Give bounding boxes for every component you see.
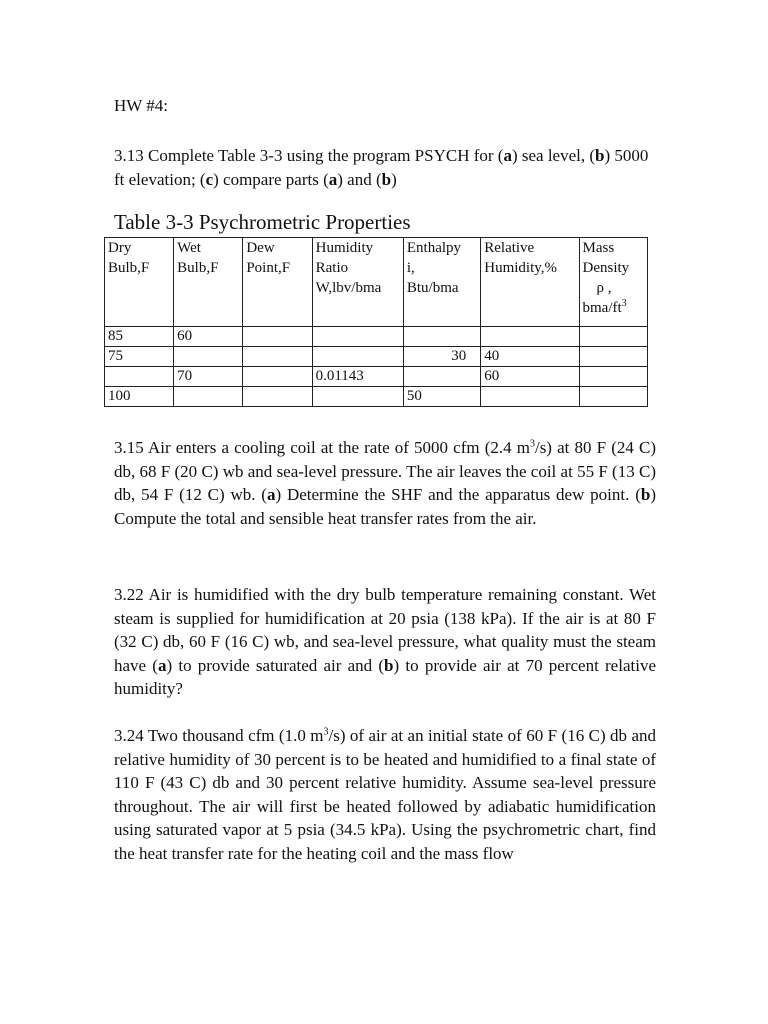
header-wet-bulb: Wet Bulb,F bbox=[174, 238, 243, 327]
table-header-row bbox=[105, 238, 648, 327]
problem-3-22: 3.22 Air is humidified with the dry bulb temperature remaining constant. Wet steam is supplied for humidification at 20 psia (138 kPa). If the air is at 80 F (32 C) db, 60 F (16 C) wb, and sea-level pressure, what quality must the steam have (a) to provide saturated air and (b) to provide air at 70 percent relative humidity? bbox=[114, 585, 656, 699]
table-row bbox=[105, 367, 648, 387]
header-mass-density: Mass Density ρ , bma/$ft^3$ bbox=[579, 238, 648, 327]
table-row bbox=[105, 347, 648, 367]
table-cell bbox=[481, 327, 579, 347]
table-cell bbox=[243, 387, 312, 407]
header-humidity-ratio: Humidity Ratio W,lbv/bma bbox=[312, 238, 403, 327]
table-cell: 0.01143 bbox=[312, 367, 403, 387]
header-dry-bulb: Dry Bulb,F bbox=[105, 238, 174, 327]
table-cell: 70 bbox=[174, 367, 243, 387]
table-cell bbox=[579, 347, 648, 367]
table-cell: 85 bbox=[105, 327, 174, 347]
table-cell: 75 bbox=[105, 347, 174, 367]
table-cell bbox=[579, 327, 648, 347]
table-cell bbox=[174, 347, 243, 367]
table-row bbox=[105, 327, 648, 347]
homework-heading: HW #4: bbox=[114, 96, 168, 115]
table-title: Table 3-3 Psychrometric Properties bbox=[114, 210, 411, 234]
table-cell bbox=[403, 327, 480, 347]
problem-3-13: 3.13 Complete Table 3-3 using the program PSYCH for (a) sea level, (b) 5000 ft elevation; (c) compare parts (a) and (b) bbox=[114, 146, 649, 189]
table-cell bbox=[243, 347, 312, 367]
table-row bbox=[105, 387, 648, 407]
table-cell: 40 bbox=[481, 347, 579, 367]
table-cell bbox=[312, 347, 403, 367]
table-cell: 30 bbox=[403, 347, 480, 367]
header-enthalpy: Enthalpy i, Btu/bma bbox=[403, 238, 480, 327]
table-cell: 60 bbox=[481, 367, 579, 387]
table-cell: 60 bbox=[174, 327, 243, 347]
psychrometric-table bbox=[104, 237, 648, 407]
table-cell bbox=[105, 367, 174, 387]
table-cell bbox=[579, 367, 648, 387]
header-relative-humidity: Relative Humidity,% bbox=[481, 238, 579, 327]
table-cell bbox=[312, 327, 403, 347]
table-cell bbox=[243, 367, 312, 387]
header-dew-point: Dew Point,F bbox=[243, 238, 312, 327]
table-cell bbox=[174, 387, 243, 407]
table-cell bbox=[579, 387, 648, 407]
table-cell: 100 bbox=[105, 387, 174, 407]
problem-3-24: 3.24 Two thousand cfm (1.0 $m^3/s$) of air at an initial state of 60 F (16 C) db and relative humidity of 30 percent is to be heated and humidified to a final state of 110 F (43 C) db and 30 percent relative humidity. Assume sea-level pressure throughout. The air will first be heated followed by adiabatic humidification using saturated vapor at 5 psia (34.5 kPa). Using the psychrometric chart, find the heat transfer rate for the heating coil and the mass flow bbox=[114, 726, 656, 863]
table-cell bbox=[481, 387, 579, 407]
table-cell bbox=[403, 367, 480, 387]
table-cell bbox=[312, 387, 403, 407]
table-cell: 50 bbox=[403, 387, 480, 407]
problem-3-15: 3.15 Air enters a cooling coil at the rate of 5000 cfm (2.4 $m^3/s$) at 80 F (24 C) db, 68 F (20 C) wb and sea-level pressure. The air leaves the coil at 55 F (13 C) db, 54 F (12 C) wb. (a) Determine the SHF and the apparatus dew point. (b) Compute the total and sensible heat transfer rates from the air. bbox=[114, 438, 656, 528]
table-cell bbox=[243, 327, 312, 347]
